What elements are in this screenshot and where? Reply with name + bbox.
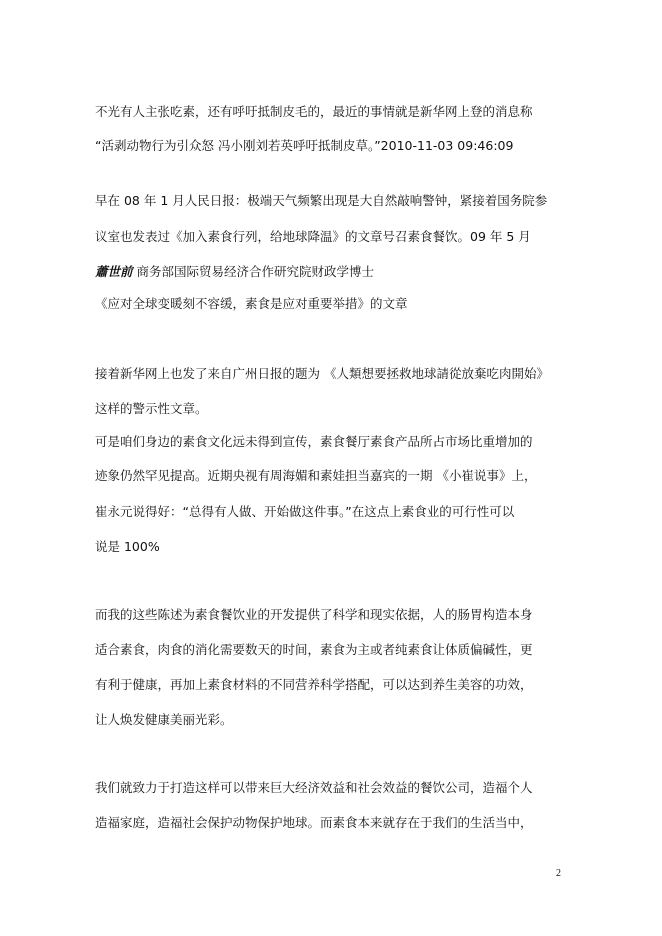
body-text-line: 让人焕发健康美丽光彩。: [95, 712, 233, 727]
italic-name: 蕭世前: [95, 264, 133, 279]
body-text-line: 这样的警示性文章。: [95, 401, 208, 416]
body-text-line: 接着新华网上也发了来自广州日报的题为 《人類想要拯救地球請從放棄吃肉開始》: [95, 366, 549, 381]
body-text-line: 迹象仍然罕见提高。近期央视有周海媚和素娃担当嘉宾的一期 《小崔说事》上，: [95, 468, 537, 483]
body-text-line: 议室也发表过《加入素食行列，给地球降温》的文章号召素食餐饮。09 年 5 月: [95, 229, 531, 244]
body-text-line: [95, 264, 374, 280]
page-number: 2: [556, 868, 561, 879]
body-text-line: 说是 100%: [95, 539, 160, 554]
body-text-span: 商务部国际贸易经济合作研究院财政学博士: [136, 264, 375, 279]
body-text-line: 崔永元说得好：“总得有人做、开始做这件事。”在这点上素食业的可行性可以: [95, 504, 515, 519]
body-text-line: 不光有人主张吃素，还有呼吁抵制皮毛的，最近的事情就是新华网上登的消息称: [95, 104, 533, 119]
body-text-line: 《应对全球变暖刻不容缓，素食是应对重要举措》的文章: [95, 296, 408, 311]
body-text-line: 而我的这些陈述为素食餐饮业的开发提供了科学和现实依据，人的肠胃构造本身: [95, 607, 533, 622]
body-text-line: 造福家庭，造福社会保护动物保护地球。而素食本来就存在于我们的生活当中，: [95, 815, 533, 830]
body-text-line: 可是咱们身边的素食文化远未得到宣传，素食餐厅素食产品所占市场比重增加的: [95, 434, 533, 449]
body-text-line: 有利于健康，再加上素食材料的不同营养科学搭配，可以达到养生美容的功效，: [95, 677, 533, 692]
body-text-line: 适合素食，肉食的消化需要数天的时间，素食为主或者纯素食让体质偏碱性，更: [95, 642, 533, 657]
body-text-line: 我们就致力于打造这样可以带来巨大经济效益和社会效益的餐饮公司，造福个人: [95, 780, 533, 795]
body-text-line: 早在 08 年 1 月人民日报：极端天气频繁出现是大自然敲响警钟，紧接着国务院参: [95, 193, 548, 208]
body-text-line: “活剥动物行为引众怒 冯小刚刘若英呼吁抵制皮草。”2010-11-03 09:46:09: [95, 138, 514, 153]
